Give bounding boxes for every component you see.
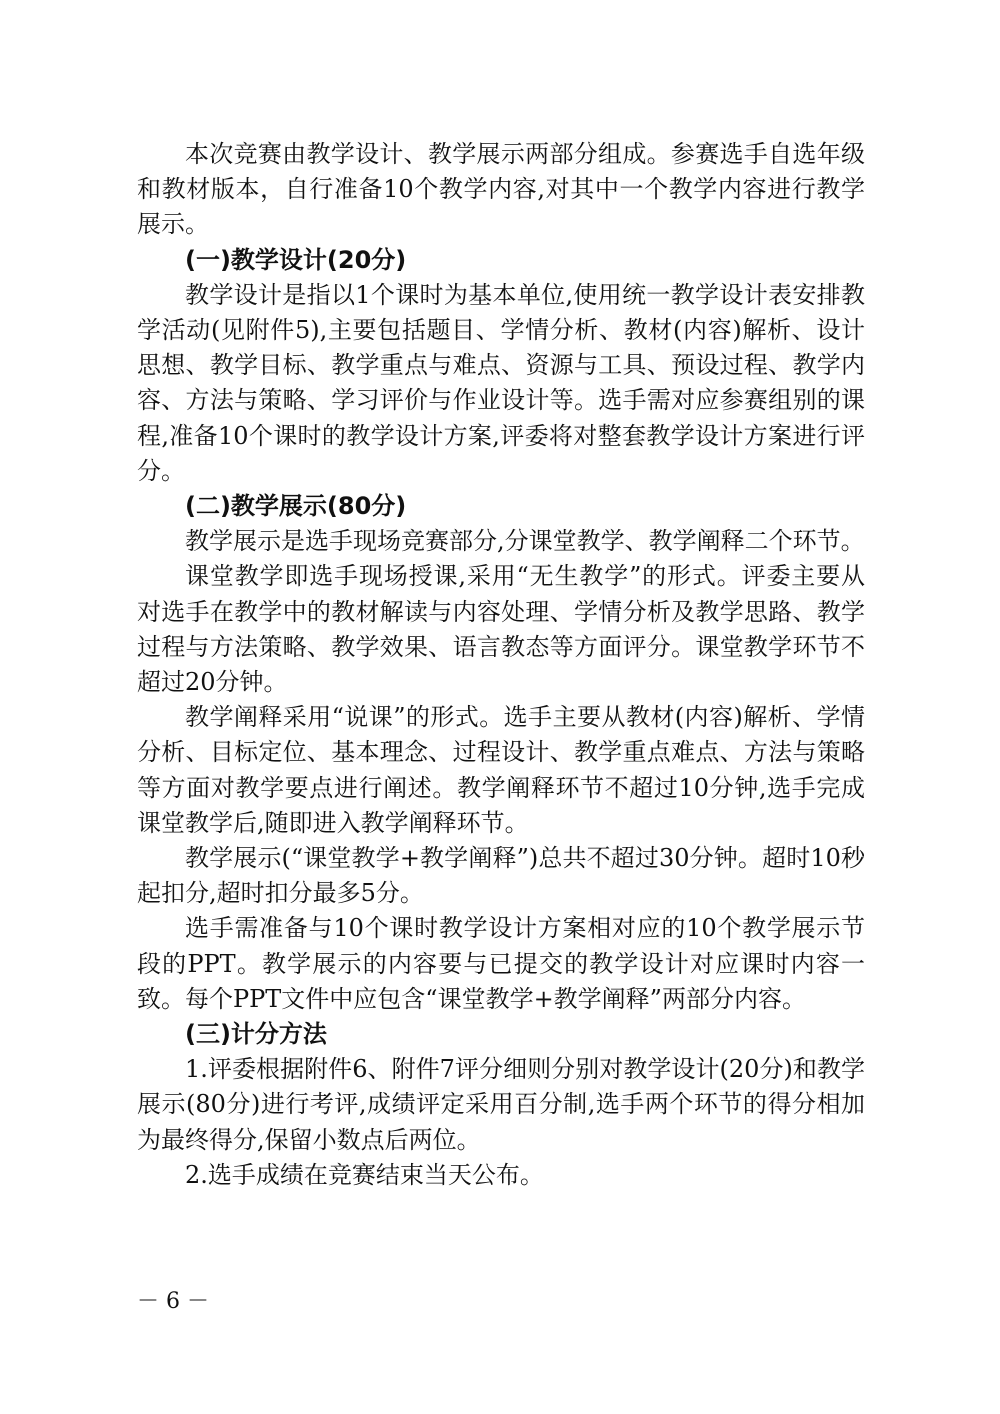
paragraph-scoring-1: 1.评委根据附件6、附件7评分细则分别对教学设计(20分)和教学展示(80分)进行考评,成绩评定采用百分制,选手两个环节的得分相加为最终得分,保留小数点后两位。 <box>137 1055 865 1154</box>
paragraph-classroom-teaching: 课堂教学即选手现场授课,采用“无生教学”的形式。评委主要从对选手在教学中的教材解读与内容处理、学情分析及教学思路、教学过程与方法策略、教学效果、语言教态等方面评分。课堂教学环节不超过20分钟。 <box>137 562 865 697</box>
paragraph-teaching-design: 教学设计是指以1个课时为基本单位,使用统一教学设计表安排教学活动(见附件5),主要包括题目、学情分析、教材(内容)解析、设计思想、教学目标、教学重点与难点、资源与工具、预设过程、教学内容、方法与策略、学习评价与作业设计等。选手需对应参赛组别的课程,准备10个课时的教学设计方案,评委将对整套教学设计方案进行评分。 <box>137 280 865 485</box>
paragraph-demo-overview: 教学展示是选手现场竞赛部分,分课堂教学、教学阐释二个环节。 <box>185 527 865 556</box>
paragraph-teaching-explanation: 教学阐释采用“说课”的形式。选手主要从教材(内容)解析、学情分析、目标定位、基本理念、过程设计、教学重点难点、方法与策略等方面对教学要点进行阐述。教学阐释环节不超过10分钟,选手完成课堂教学后,随即进入教学阐释环节。 <box>137 703 865 837</box>
section-heading-teaching-design: (一)教学设计(20分) <box>185 245 407 274</box>
paragraph-intro: 本次竞赛由教学设计、教学展示两部分组成。参赛选手自选年级和教材版本，自行准备10个教学内容,对其中一个教学内容进行教学展示。 <box>137 140 865 239</box>
section-heading-scoring: (三)计分方法 <box>185 1020 327 1049</box>
page-number: － 6 － <box>137 1289 209 1314</box>
paragraph-ppt: 选手需准备与10个课时教学设计方案相对应的10个教学展示节段的PPT。教学展示的内容要与已提交的教学设计对应课时内容一致。每个PPT文件中应包含“课堂教学+教学阐释”两部分内容。 <box>137 914 865 1013</box>
body-text <box>137 137 865 1193</box>
paragraph-time-limit: 教学展示(“课堂教学+教学阐释”)总共不超过30分钟。超时10秒起扣分,超时扣分最多5分。 <box>137 844 865 908</box>
paragraph-scoring-2: 2.选手成绩在竞赛结束当天公布。 <box>185 1160 544 1189</box>
section-heading-teaching-demo: (二)教学展示(80分) <box>185 492 407 521</box>
